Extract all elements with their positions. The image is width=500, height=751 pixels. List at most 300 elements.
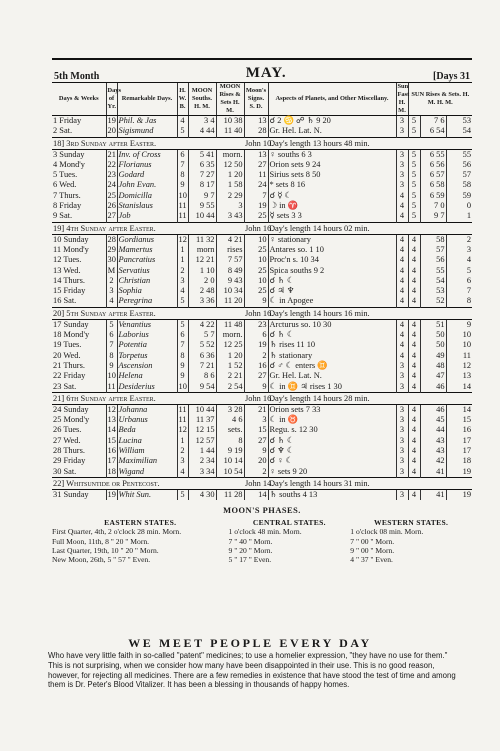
moon-souths-cell: 8 17	[188, 180, 216, 190]
moon-sign-cell: 19	[244, 201, 268, 211]
sunday-title: 18] 3rd Sunday after Easter.	[52, 137, 244, 149]
moon-sign-cell: 27	[244, 371, 268, 381]
sun-fast-cell: 3	[396, 160, 408, 170]
moon-souths-cell: 4 30	[188, 489, 216, 500]
day-cell: 11 Mond'y	[53, 244, 89, 254]
calendar-day-row	[52, 126, 472, 137]
moon-sign-cell: 19	[244, 340, 268, 350]
sunday-heading-row	[52, 477, 472, 489]
day-of-year-cell: 26	[107, 201, 116, 211]
day-length: Day's length 14 hours 31 min.	[268, 477, 472, 489]
sun-rise-hour-cell: 4	[408, 382, 420, 393]
day-of-year-cell: 3	[106, 286, 117, 296]
moon-rises-cell: 1 52	[216, 361, 244, 371]
aspect-cell: ☾ in ♉	[268, 415, 396, 425]
sun-fast-cell: 3	[396, 149, 408, 160]
sun-fast-cell: 3	[396, 489, 408, 500]
sun-rise-hour-cell: 5	[408, 180, 420, 190]
remarkable-day-cell: Sigismund	[117, 126, 177, 137]
aspect-cell: Gr. Hel. Lat. N.	[268, 126, 396, 137]
moon-sign-cell: 25	[244, 286, 268, 296]
day-cell: 25 Mond'y	[53, 415, 90, 425]
remarkable-day-cell: Godard	[117, 170, 177, 180]
day-of-year-cell: 22	[107, 159, 116, 169]
sun-fast-cell: 3	[396, 371, 408, 381]
aspect-cell: Spica souths 9 2	[268, 266, 396, 276]
sun-rise-hour-cell: 4	[408, 415, 420, 425]
remarkable-day-cell: Servatius	[117, 266, 177, 276]
sun-rise-min-cell: 53	[420, 286, 446, 296]
calendar-day-row	[52, 446, 472, 456]
sun-rise-min-cell: 9 7	[420, 211, 446, 222]
high-water-cell: 12	[178, 234, 187, 244]
sun-set-cell: 19	[446, 467, 472, 478]
remarkable-day-cell: Helena	[117, 371, 177, 381]
aspect-cell: ☌ ☿ ☾	[268, 191, 396, 201]
calendar-day-row	[52, 286, 472, 296]
high-water-cell: 4	[177, 286, 188, 296]
day-length: Day's length 13 hours 48 min.	[268, 137, 472, 149]
moon-sign-cell: 10	[244, 276, 268, 286]
sun-fast-cell: 3	[396, 126, 408, 137]
high-water-cell: 9	[177, 180, 188, 190]
western-states-column	[350, 518, 472, 564]
calendar-day-row	[52, 489, 472, 500]
moon-rises-cell: 2 21	[216, 371, 244, 381]
sunday-gospel: John 16.	[245, 393, 274, 403]
moon-rises-cell: 4 6	[216, 415, 244, 425]
moon-souths-cell: 10 44	[188, 404, 216, 415]
day-cell: 31 Sunday	[53, 489, 89, 499]
sun-set-cell: 5	[446, 266, 472, 276]
month-title: MAY.	[245, 65, 287, 81]
sun-fast-cell: 4	[396, 340, 408, 350]
aspect-cell: ☌ ♄ ☾	[268, 276, 396, 286]
high-water-cell: 1	[177, 436, 188, 446]
day-of-year-cell: 8	[106, 351, 117, 361]
eastern-states-column	[52, 518, 229, 564]
day-cell: 29 Friday	[53, 456, 86, 466]
sunday-heading-row	[52, 137, 472, 149]
moon-rises-cell: 2 54	[216, 382, 244, 393]
moon-souths-cell: 4 22	[188, 319, 216, 330]
calendar-day-row	[52, 456, 472, 466]
advert-body: Who have very little faith in so-called "patent" medicines; to use a homelier expression, "they have no use for them." This is not surprising, when we consider how many have been disappointed in their use. This is no good reason, however, for rejecting all medicines. There are a few remedies in existence that have stood the test of time and among them is Dr. Peter's Blood Vitalizer. It has been a blessing in thousands of happy homes.	[48, 651, 456, 690]
remarkable-day-cell: Mamertus	[117, 245, 177, 255]
moon-souths-cell: 9 54	[188, 382, 216, 393]
high-water-cell: 3	[177, 276, 188, 286]
moon-rises-cell: morn.	[216, 149, 244, 160]
moon-souths-cell: 2 48	[188, 286, 216, 296]
day-of-year-cell: 27	[107, 211, 116, 221]
moon-souths-cell: 12 21	[188, 255, 216, 265]
moon-rises-cell: 1 20	[216, 170, 244, 180]
high-water-cell: 3	[177, 456, 188, 466]
moon-phases-title: MOON'S PHASES.	[223, 506, 301, 516]
aspect-cell: ☌ ♄ ☾	[268, 436, 396, 446]
moon-rises-cell: rises	[216, 245, 244, 255]
aspect-cell: Antares so. 1 10	[268, 245, 396, 255]
day-of-year-cell: 30	[107, 255, 116, 265]
high-water-cell: 11	[178, 404, 187, 414]
moon-souths-cell: 3 4	[188, 116, 216, 127]
aspect-cell: ♀ sets 9 20	[268, 467, 396, 478]
calendar-day-row	[52, 425, 472, 435]
sun-set-cell: 11	[446, 351, 472, 361]
day-cell: 19 Tues.	[53, 340, 82, 350]
moon-sign-cell: 28	[244, 126, 268, 137]
sun-rise-hour-cell: 5	[408, 170, 420, 180]
high-water-cell: 9	[177, 371, 188, 381]
moon-rises-cell: 12 50	[216, 160, 244, 170]
sun-set-cell: 1	[446, 211, 472, 222]
moon-rises-cell: 12 25	[216, 340, 244, 350]
col-moon-rises-sets: MOON Rises & Sets H. M.	[216, 83, 244, 116]
sun-rise-hour-cell: 5	[408, 201, 420, 211]
day-of-year-cell: 21	[107, 149, 116, 159]
sun-rise-hour-cell: 4	[408, 371, 420, 381]
day-cell: 2 Sat.	[53, 126, 73, 136]
eastern-states-heading: EASTERN STATES.	[104, 518, 177, 528]
sun-fast-cell: 3	[396, 180, 408, 190]
calendar-day-row	[52, 382, 472, 393]
high-water-cell: 5	[177, 126, 188, 137]
day-of-year-cell: 17	[107, 456, 116, 466]
moon-rises-cell: 11 40	[216, 126, 244, 137]
moon-rises-cell: 10 38	[216, 116, 244, 127]
sun-rise-hour-cell: 4	[408, 404, 420, 415]
moon-rises-cell: 3 28	[216, 404, 244, 415]
moon-souths-cell: 3 36	[188, 296, 216, 307]
moon-souths-cell: 11 32	[188, 234, 216, 245]
moon-rises-cell: 3 43	[216, 211, 244, 222]
remarkable-day-cell: Whit Sun.	[117, 489, 177, 500]
calendar-day-row	[52, 371, 472, 381]
sun-rise-min-cell: 52	[420, 296, 446, 307]
sun-set-cell: 14	[446, 382, 472, 393]
sunday-title: 22] Whitsuntide or Pentecost.	[52, 477, 244, 489]
calendar-day-row	[52, 296, 472, 307]
moon-souths-cell: 1 44	[188, 446, 216, 456]
sun-rise-min-cell: 7 0	[420, 201, 446, 211]
sun-fast-cell: 4	[396, 201, 408, 211]
calendar-day-row	[52, 330, 472, 340]
remarkable-day-cell: Potentia	[117, 340, 177, 350]
high-water-cell: 9	[177, 361, 188, 371]
day-cell: 20 Wed.	[53, 350, 81, 360]
moon-rises-cell: 11 28	[216, 489, 244, 500]
calendar-day-row	[52, 234, 472, 245]
sun-set-cell: 56	[446, 160, 472, 170]
sun-rise-hour-cell: 4	[408, 467, 420, 478]
sun-rise-min-cell: 46	[420, 382, 446, 393]
moon-sign-cell: 14	[244, 489, 268, 500]
day-cell: 10 Sunday	[53, 234, 89, 244]
day-of-year-cell: 7	[106, 340, 117, 350]
day-of-year-cell: 13	[107, 415, 116, 425]
sun-fast-cell: 4	[396, 351, 408, 361]
day-cell: 22 Friday	[53, 371, 86, 381]
day-of-year-cell: 6	[106, 330, 117, 340]
day-of-year-cell: 25	[107, 190, 116, 200]
high-water-cell: 7	[177, 160, 188, 170]
day-of-year-cell: 4	[106, 296, 117, 307]
day-of-year-cell: 2	[106, 276, 117, 286]
moon-rises-cell: 8	[216, 436, 244, 446]
aspect-cell: ☾ in Apogee	[268, 296, 396, 307]
moon-rises-cell: 11 20	[216, 296, 244, 307]
moon-sign-cell: 10	[244, 234, 268, 245]
col-aspects: Aspects of Planets, and Other Miscellany.	[268, 83, 396, 116]
moon-sign-cell: 2	[244, 467, 268, 478]
sunday-title: 19] 4th Sunday after Easter.	[52, 222, 244, 234]
moon-souths-cell: 7 21	[188, 361, 216, 371]
moon-rises-cell: 7 57	[216, 255, 244, 265]
sun-rise-min-cell: 6 54	[420, 126, 446, 137]
remarkable-day-cell: Florianus	[117, 160, 177, 170]
sun-rise-hour-cell: 4	[408, 425, 420, 435]
day-length: Day's length 14 hours 02 min.	[268, 222, 472, 234]
moon-souths-cell: 5 7	[188, 330, 216, 340]
moon-sign-cell: 11	[244, 170, 268, 180]
sun-fast-cell: 3	[396, 436, 408, 446]
moon-rises-cell: 10 14	[216, 456, 244, 466]
advert-title: WE MEET PEOPLE EVERY DAY	[128, 636, 372, 650]
sun-rise-hour-cell: 4	[408, 489, 420, 500]
high-water-cell: 8	[177, 351, 188, 361]
calendar-day-row	[52, 160, 472, 170]
sun-rise-min-cell: 6 59	[420, 191, 446, 201]
day-of-year-cell: 15	[107, 435, 116, 445]
moon-rises-cell: 9 19	[216, 446, 244, 456]
remarkable-day-cell: Urbanus	[117, 415, 177, 425]
sun-set-cell: 17	[446, 436, 472, 446]
sun-rise-min-cell: 48	[420, 361, 446, 371]
day-of-year-cell: 18	[107, 466, 116, 476]
calendar-day-row	[52, 180, 472, 190]
sun-fast-cell: 4	[396, 266, 408, 276]
moon-souths-cell: 12 15	[188, 425, 216, 435]
sun-fast-cell: 4	[396, 211, 408, 222]
moon-souths-cell: 8 6	[188, 371, 216, 381]
day-cell: 16 Sat.	[53, 296, 77, 306]
aspect-cell: ☿ sets 3 3	[268, 211, 396, 222]
sun-rise-hour-cell: 5	[408, 116, 420, 127]
high-water-cell: 5	[177, 296, 188, 307]
moon-sign-cell: 20	[244, 456, 268, 466]
sun-fast-cell: 4	[396, 296, 408, 307]
day-cell: 8 Friday	[53, 201, 82, 211]
day-of-year-cell: 9	[106, 361, 117, 371]
column-headers	[52, 83, 472, 116]
day-cell: 14 Thurs.	[53, 275, 85, 285]
sun-rise-min-cell: 6 55	[420, 149, 446, 160]
sun-rise-hour-cell: 4	[408, 276, 420, 286]
central-states-column	[229, 518, 351, 564]
day-cell: 13 Wed.	[53, 265, 81, 275]
moon-sign-cell: 2	[244, 351, 268, 361]
moon-sign-cell: 13	[244, 116, 268, 127]
calendar-day-row	[52, 170, 472, 180]
eastern-phase-row: Full Moon, 11th, 8 " 20 " Morn.	[52, 536, 150, 546]
aspect-cell: ☌ ♆ ☾	[268, 446, 396, 456]
remarkable-day-cell: Job	[117, 211, 177, 222]
aspect-cell: ☌ ♂ ☾ enters ♊	[268, 361, 396, 371]
calendar-day-row	[52, 467, 472, 478]
high-water-cell: 6	[177, 149, 188, 160]
moon-souths-cell: 4 44	[188, 126, 216, 137]
day-cell: 17 Sunday	[53, 319, 89, 329]
remarkable-day-cell: Wigand	[117, 467, 177, 478]
sun-set-cell: 15	[446, 415, 472, 425]
day-cell: 23 Sat.	[53, 381, 77, 391]
calendar-body	[52, 116, 472, 501]
day-of-year-cell: 29	[107, 244, 116, 254]
sun-rise-hour-cell: 4	[408, 245, 420, 255]
sun-set-cell: 10	[446, 330, 472, 340]
remarkable-day-cell: Ascension	[117, 361, 177, 371]
calendar-day-row	[52, 415, 472, 425]
moon-souths-cell: 12 57	[188, 436, 216, 446]
day-of-year-cell: 28	[107, 234, 116, 244]
remarkable-day-cell: Pancratius	[117, 255, 177, 265]
sun-rise-min-cell: 6 58	[420, 180, 446, 190]
high-water-cell: 8	[177, 170, 188, 180]
sun-set-cell: 10	[446, 340, 472, 350]
aspect-cell: ♄ stationary	[268, 351, 396, 361]
sun-set-cell: 7	[446, 286, 472, 296]
calendar-day-row	[52, 191, 472, 201]
moon-souths-cell: 6 36	[188, 351, 216, 361]
remarkable-day-cell: Torpetus	[117, 351, 177, 361]
sun-rise-min-cell: 46	[420, 404, 446, 415]
moon-rises-cell: 3	[216, 201, 244, 211]
moon-souths-cell: 2 34	[188, 456, 216, 466]
aspect-cell: ☌ ♄ ☾	[268, 330, 396, 340]
sun-set-cell: 6	[446, 276, 472, 286]
high-water-cell: 7	[177, 340, 188, 350]
day-of-year-cell: 19	[107, 116, 116, 125]
remarkable-day-cell: Lucina	[117, 436, 177, 446]
day-cell: 3 Sunday	[53, 149, 85, 159]
sun-rise-hour-cell: 5	[408, 211, 420, 222]
sun-fast-cell: 3	[396, 382, 408, 393]
moon-souths-cell: 9 7	[188, 191, 216, 201]
sun-rise-min-cell: 50	[420, 330, 446, 340]
aspect-cell: ♀ stationary	[268, 234, 396, 245]
central-phase-row: 1 o'clock 48 min. Morn.	[228, 527, 302, 537]
high-water-cell: 10	[178, 381, 187, 391]
sun-rise-min-cell: 7 6	[420, 116, 446, 127]
sunday-gospel: John 10.	[245, 138, 274, 148]
sun-set-cell: 59	[446, 191, 472, 201]
calendar-day-row	[52, 255, 472, 265]
moon-rises-cell: 1 20	[216, 351, 244, 361]
sunday-heading-row	[52, 222, 472, 234]
almanac-page	[52, 58, 472, 564]
western-states-heading: WESTERN STATES.	[373, 518, 449, 528]
moon-sign-cell: 13	[244, 149, 268, 160]
moon-rises-cell: 10 34	[216, 286, 244, 296]
sun-set-cell: 53	[446, 116, 472, 127]
moon-sign-cell: 16	[244, 361, 268, 371]
remarkable-day-cell: Sophia	[117, 286, 177, 296]
calendar-day-row	[52, 361, 472, 371]
moon-souths-cell: 11 37	[188, 415, 216, 425]
day-length: Day's length 14 hours 16 min.	[268, 307, 472, 319]
moon-souths-cell: 5 52	[188, 340, 216, 350]
day-cell: 18 Mond'y	[53, 330, 90, 340]
sun-rise-min-cell: 41	[420, 489, 446, 500]
calendar-day-row	[52, 116, 472, 127]
aspect-cell: Orion sets 7 33	[268, 404, 396, 415]
sunday-gospel: John 16.	[245, 223, 274, 233]
aspect-cell: ☌ ♀ ☾	[268, 456, 396, 466]
high-water-cell: 1	[177, 245, 188, 255]
sunday-title: 21] 6th Sunday after Easter.	[52, 392, 244, 404]
day-length: Day's length 14 hours 28 min.	[268, 392, 472, 404]
moon-sign-cell: 27	[244, 160, 268, 170]
sun-rise-min-cell: 43	[420, 446, 446, 456]
sun-fast-cell: 4	[396, 330, 408, 340]
moon-rises-cell: morn.	[216, 330, 244, 340]
sun-rise-hour-cell: 4	[408, 340, 420, 350]
moon-souths-cell: 2 0	[188, 276, 216, 286]
sun-rise-hour-cell: 4	[408, 361, 420, 371]
remarkable-day-cell: Beda	[117, 425, 177, 435]
high-water-cell: 5	[177, 319, 188, 330]
sun-fast-cell: 4	[396, 191, 408, 201]
aspect-cell: ♀ souths 6 3	[268, 149, 396, 160]
sun-rise-min-cell: 45	[420, 415, 446, 425]
remarkable-day-cell: John Evan.	[117, 180, 177, 190]
moon-sign-cell: 7	[244, 191, 268, 201]
moon-rises-cell: 10 54	[216, 467, 244, 478]
day-cell: 9 Sat.	[53, 211, 73, 221]
sun-set-cell: 2	[446, 234, 472, 245]
high-water-cell: 1	[177, 255, 188, 265]
day-cell: 26 Tues.	[53, 425, 82, 435]
day-cell: 7 Thurs.	[53, 190, 81, 200]
western-phase-row: 7 " 00 " Morn.	[350, 536, 395, 546]
sun-fast-cell: 4	[396, 319, 408, 330]
remarkable-day-cell: Inv. of Cross	[117, 149, 177, 160]
sun-rise-min-cell: 55	[420, 266, 446, 276]
moon-sign-cell: 25	[244, 245, 268, 255]
calendar-day-row	[52, 404, 472, 415]
moon-rises-cell: 1 58	[216, 180, 244, 190]
calendar-day-row	[52, 149, 472, 160]
remarkable-day-cell: Gordianus	[117, 234, 177, 245]
aspect-cell: ☌ 2 ♋ ☍ ♄ 9 20	[268, 116, 396, 127]
days-count: [Days 31	[433, 71, 470, 82]
sun-set-cell: 17	[446, 446, 472, 456]
sun-rise-min-cell: 49	[420, 351, 446, 361]
sun-rise-hour-cell: 5	[408, 149, 420, 160]
day-cell: 24 Sunday	[53, 404, 89, 414]
calendar-day-row	[52, 201, 472, 211]
remarkable-day-cell: Maximilian	[117, 456, 177, 466]
moon-rises-cell: 4 21	[216, 234, 244, 245]
moon-sign-cell: 9	[244, 446, 268, 456]
central-phase-row: 9 " 20 " Morn.	[228, 545, 273, 555]
sun-rise-min-cell: 6 56	[420, 160, 446, 170]
sun-fast-cell: 4	[396, 245, 408, 255]
day-cell: 28 Thurs.	[53, 446, 85, 456]
remarkable-day-cell: Phil. & Jas	[117, 116, 177, 127]
calendar-day-row	[52, 340, 472, 350]
sun-fast-cell: 3	[396, 170, 408, 180]
